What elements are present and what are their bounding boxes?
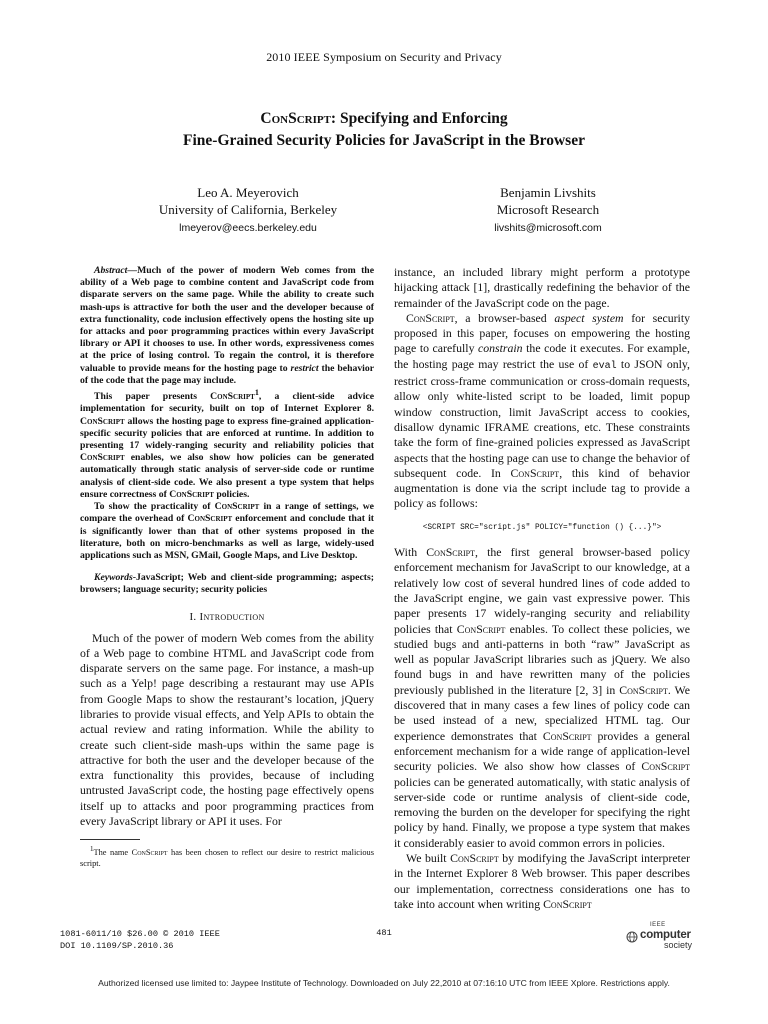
conscript-name: ConScript	[210, 391, 255, 403]
logo-society: society	[664, 940, 693, 950]
left-column	[80, 265, 374, 869]
footnote	[80, 844, 374, 869]
abstract-text: , a client-side advice implementation for security, built on top of Internet Explorer 8.	[80, 391, 375, 415]
conscript-name: ConScript	[169, 488, 214, 500]
code-snippet: <SCRIPT SRC="script.js" POLICY="function () {...}">	[422, 523, 662, 532]
footnote-rule	[80, 839, 140, 840]
keywords-text: -JavaScript; Web and client-side programming; aspects; browsers; language security; security policies	[80, 572, 374, 596]
section-heading	[80, 611, 374, 623]
body-paragraph	[394, 311, 690, 512]
body-paragraph	[394, 545, 690, 851]
conscript-name: ConScript	[214, 501, 260, 513]
title-line-2: Fine-Grained Security Policies for JavaScript in the Browser	[183, 132, 585, 149]
title-conscript: ConScript	[260, 110, 331, 127]
keywords-label: Keywords	[94, 572, 133, 584]
abstract-text: the behavior of the code that the page may include.	[80, 362, 375, 386]
conscript-name: ConScript	[80, 415, 125, 427]
body-italic: aspect system	[554, 310, 624, 325]
abstract-text: This paper presents	[94, 391, 211, 403]
abstract-text: policies.	[213, 488, 250, 500]
abstract-text: —Much of the power of modern Web comes from the ability of a Web page to combine content and JavaScript code from disparate servers on the same page. While the ability to create such mash-ups is attractive for both the user and the developer because of extra functionality, code inclusion effectively opens the hosting site up for attacks and poor programming practices within every JavaScript library or API it chooses to use. In other words, expressiveness comes at the price of losing control. To regain the control, it is therefore valuable to provide means for the hosting page to	[80, 265, 374, 374]
conference-header: 2010 IEEE Symposium on Security and Privacy	[266, 50, 502, 64]
page-number: 481	[376, 928, 392, 938]
footnote-number: 1	[90, 845, 94, 854]
body-text: . We discovered that in many cases a few lines of policy code can be used instead of a new, specialized HTML tag. Our experience demonstrates that	[394, 682, 690, 743]
intro-text	[80, 631, 374, 830]
body-text: to JSON only, restrict cross-frame communication or cross-domain requests, allow only white-listed script to be loaded, limit popup window construction, limit JavaScript access to cookies, disallow dynamic IFRAME creations, etc. These constraints take the form of fine-grained policies expressed as JavaScript aspects that the hosting page can use to change the behavior of subsequent code. In	[394, 356, 690, 480]
abstract-text: enforcement and conclude that it is significantly lower than that of other systems proposed in the literature, both on micro-benchmarks as well as large, widely-used applications such as MSN, GMail, Google Maps, and Live Desktop.	[80, 513, 374, 561]
abstract-p2	[80, 387, 374, 501]
logo-computer: computer	[640, 929, 691, 941]
copyright-line: 1081-6011/10 $26.00 © 2010 IEEE	[60, 929, 220, 939]
logo-ieee: IEEE	[650, 922, 666, 928]
footnote-text: The name	[93, 848, 132, 858]
right-column	[394, 265, 690, 912]
author-affiliation: Microsoft Research	[496, 202, 600, 217]
author-email: livshits@microsoft.com	[494, 222, 602, 234]
body-text: , a browser-based	[454, 310, 555, 325]
conscript-name: ConScript	[641, 759, 690, 774]
body-text: provides a general enforcement mechanism for a wide range of application-level security policies. We also show how classes of	[394, 728, 690, 774]
abstract-text: enables, we also show how policies can be generated automatically through static analysis of server-side code or runtime analysis of client-side code. We also present a type system that helps ensure correctness of	[80, 452, 374, 500]
computer-society-logo	[626, 922, 706, 954]
body-text: policies can be generated automatically, with static analysis of server-side code or runtime analysis of client-side code, removing the burden on the developer for specifying the right policy by hand. Finally, we propose a type system that makes it considerably easier to avoid common errors in policies.	[394, 774, 690, 850]
abstract-p3	[80, 501, 374, 562]
conscript-name: ConScript	[456, 621, 506, 636]
author-email: lmeyerov@eecs.berkeley.edu	[179, 222, 317, 234]
abstract-text: allows the hosting page to express fine-grained application-specific security policies that are enforced at runtime. In addition to presenting 17 widely-ranging security and reliability policies that	[80, 415, 374, 452]
abstract-text: To show the practicality of	[94, 501, 215, 513]
body-paragraph: instance, an included library might perform a prototype hijacking attack [1], drastically redefining the behavior of the remainder of the JavaScript code on the page.	[394, 265, 690, 310]
conscript-name: ConScript	[510, 465, 560, 480]
body-paragraph	[394, 851, 690, 912]
globe-icon	[626, 931, 638, 943]
conscript-name: ConScript	[619, 682, 668, 697]
author-name: Benjamin Livshits	[500, 185, 596, 200]
conscript-name: ConScript	[80, 452, 125, 464]
conscript-name: ConScript	[426, 545, 475, 560]
author-block	[118, 184, 678, 237]
conscript-name: ConScript	[406, 310, 455, 325]
license-notice: Authorized licensed use limited to: Jaypee Institute of Technology. Downloaded on July 22,2010 at 07:16:10 UTC from IEEE Xplore. Restrictions apply.	[98, 978, 670, 988]
keywords	[80, 572, 374, 596]
abstract-text: in a range of settings, we compare the overhead of	[80, 501, 374, 525]
title-line-1-rest: : Specifying and Enforcing	[330, 110, 508, 127]
intro-paragraph: Much of the power of modern Web comes from the ability of a Web page to combine HTML and JavaScript code from disparate servers on the same page. For instance, a mash-up such as a Yelp! page describing a restaurant may use APIs from Google Maps to show the restaurant’s location, jQuery libraries to provide visual effects, and Yelp APIs to obtain the actual review and rating information. While the ability to create such client-side mash-ups within the same page is attractive for both the user and the developer because of the extra functionality this provides, because of including untrusted JavaScript code, the hosting page effectively opens itself up to attacks and poor programming practices from every JavaScript library or API it uses. For	[80, 630, 374, 829]
author-affiliation: University of California, Berkeley	[158, 202, 338, 217]
author-1	[118, 184, 378, 237]
conscript-name: ConScript	[542, 728, 592, 743]
author-2	[418, 184, 678, 237]
body-text: by modifying the JavaScript interpreter in the Internet Explorer 8 Web browser. This paper describes our implementation, correctness considerations one has to take into account when writing	[394, 850, 690, 911]
body-text: We built	[406, 850, 451, 865]
title-line-1	[60, 108, 708, 130]
conscript-name: ConScript	[450, 850, 499, 865]
body-text: the code it executes. For example, the hosting page may restrict the use of	[394, 341, 690, 371]
section-number: I.	[189, 610, 200, 623]
body-text: for security proposed in this paper, focuses on empowering the hosting page to carefully	[394, 310, 690, 356]
conscript-name: ConScript	[543, 896, 592, 911]
body-text: , the first general browser-based policy enforcement mechanism for JavaScript to our knowledge, at a relatively low cost of several hundred lines of code added to the JavaScript engine, we gain vast expressive power. This paper presents 17 widely-ranging security and reliability policies that	[394, 545, 690, 636]
abstract-italic: restrict	[290, 362, 319, 374]
body-text: , this kind of behavior augmentation is done via the script include tag to provide a policy as follows:	[394, 465, 690, 511]
footnote-text: has been chosen to reflect our desire to restrict malicious script.	[80, 848, 374, 868]
abstract-p1	[80, 265, 374, 387]
body-italic: constrain	[478, 341, 523, 356]
body-text: enables. To collect these policies, we studied bugs and anti-patterns in both “raw” JavaScript as well as popular JavaScript libraries such as jQuery. We also found bugs in and have rewritten many of the policies previously published in the literature [2, 3] in	[394, 621, 691, 697]
inline-code: eval	[592, 360, 617, 372]
doi-line: DOI 10.1109/SP.2010.36	[60, 941, 174, 951]
body-text: With	[394, 545, 427, 560]
conscript-name: ConScript	[131, 848, 168, 858]
abstract-label: Abstract	[94, 265, 128, 276]
abstract	[80, 265, 374, 562]
footnote-mark: 1	[254, 388, 259, 398]
paper-title	[60, 108, 708, 152]
conscript-name: ConScript	[187, 513, 233, 525]
author-name: Leo A. Meyerovich	[197, 185, 299, 200]
copyright-footer	[60, 928, 220, 952]
section-title: Introduction	[199, 610, 265, 623]
